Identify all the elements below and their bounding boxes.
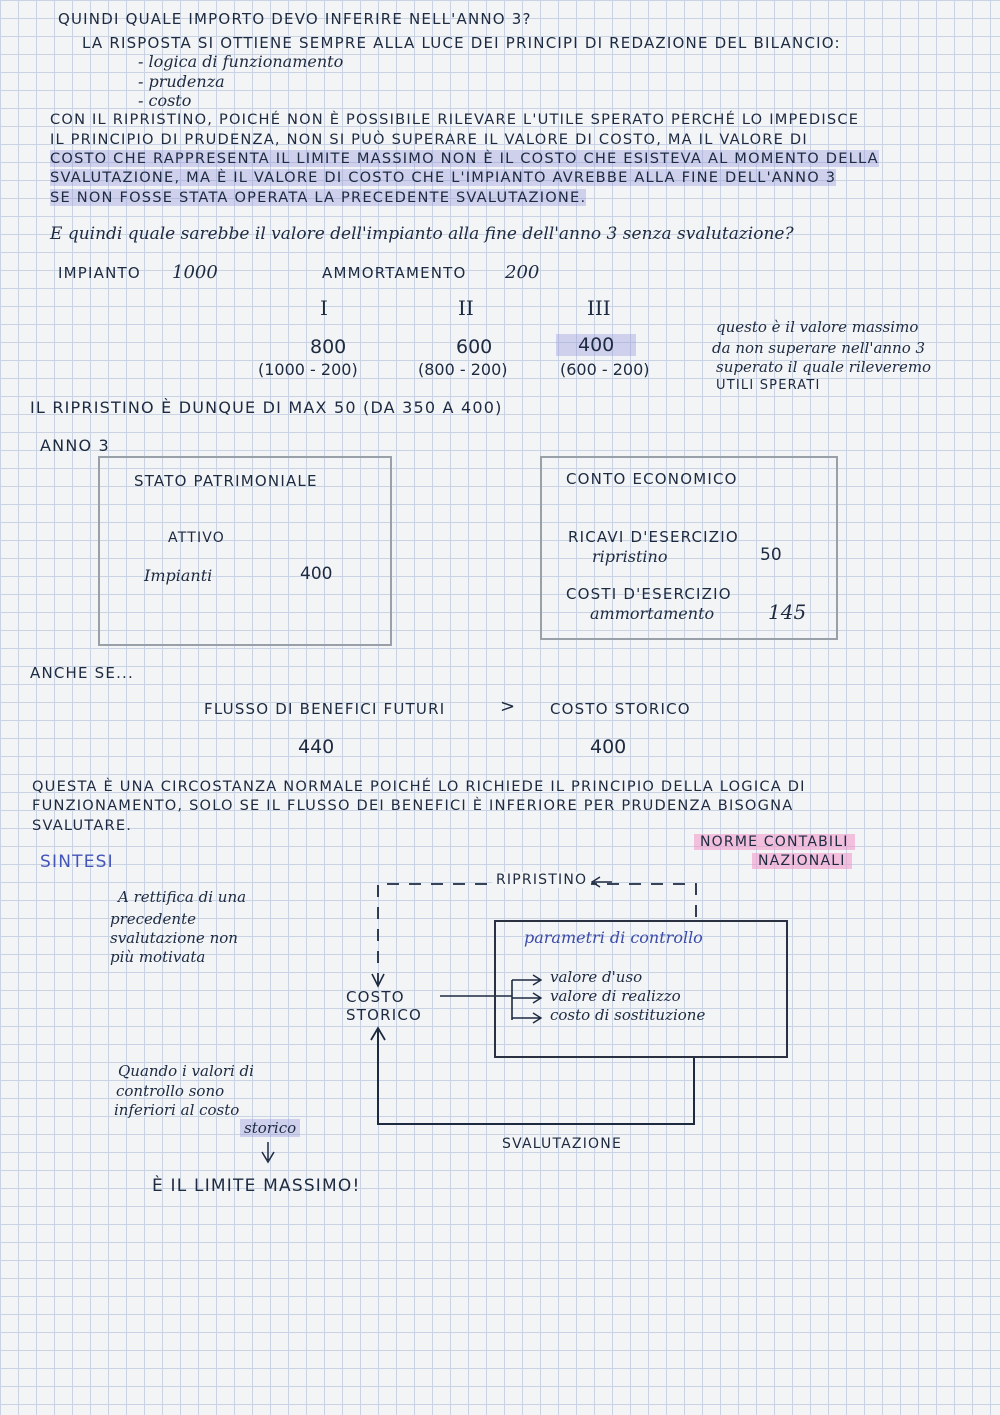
quando-line-4: storico: [240, 1119, 300, 1137]
rettifica-line-3: svalutazione non: [110, 929, 238, 947]
year-3-value: 400: [556, 334, 636, 356]
sp-impianti: Impianti: [144, 566, 213, 585]
ripristino-line: IL RIPRISTINO È DUNQUE DI MAX 50 (DA 350 A 400): [30, 398, 503, 417]
quando-line-3: inferiori al costo: [114, 1101, 240, 1119]
norme-line-2: NAZIONALI: [752, 853, 852, 869]
paragraph2-line-3: SVALUTARE.: [32, 817, 133, 834]
ripristino-label: RIPRISTINO: [492, 872, 591, 888]
year-2-value: 600: [456, 336, 493, 358]
ce-ricavi: RICAVI D'ESERCIZIO: [568, 528, 739, 546]
year-2-calc: (800 - 200): [418, 360, 508, 379]
impianto-value: 1000: [172, 262, 218, 283]
paragraph1-line-4: SVALUTAZIONE, MA È IL VALORE DI COSTO CHE L'IMPIANTO AVREBBE ALLA FINE DELL'ANNO 3: [50, 169, 837, 186]
question-2: E quindi quale sarebbe il valore dell'impianto alla fine dell'anno 3 senza svalutazione?: [50, 224, 794, 244]
note-max-3: superato il quale rileveremo: [716, 358, 932, 376]
ce-costi: COSTI D'ESERCIZIO: [566, 585, 732, 603]
sp-title: STATO PATRIMONIALE: [134, 472, 318, 490]
anche-se: ANCHE SE...: [30, 664, 134, 682]
ripristino-label-arrow: [592, 877, 612, 887]
costo-storico-line-2: STORICO: [346, 1006, 423, 1024]
paragraph1-line-3: COSTO CHE RAPPRESENTA IL LIMITE MASSIMO NON È IL COSTO CHE ESISTEVA AL MOMENTO DELLA: [50, 150, 879, 167]
compare-right: COSTO STORICO: [550, 700, 691, 718]
note-max-1: questo è il valore massimo: [716, 318, 919, 336]
sp-attivo: ATTIVO: [168, 530, 226, 546]
ce-title: CONTO ECONOMICO: [566, 470, 738, 488]
norme-line-1: NORME CONTABILI: [694, 834, 855, 850]
costo-storico-line-1: COSTO: [346, 988, 405, 1006]
ammortamento-label: AMMORTAMENTO: [322, 264, 467, 282]
rettifica-line-4: più motivata: [110, 948, 206, 966]
ce-ripristino: ripristino: [592, 547, 668, 566]
compare-left-value: 440: [298, 736, 335, 758]
answer-line: LA RISPOSTA SI OTTIENE SEMPRE ALLA LUCE DEI PRINCIPI DI REDAZIONE DEL BILANCIO:: [82, 34, 841, 52]
principle-2: - prudenza: [138, 72, 225, 91]
compare-symbol: >: [500, 696, 516, 717]
paragraph2-line-2: FUNZIONAMENTO, SOLO SE IL FLUSSO DEI BENEFICI È INFERIORE PER PRUDENZA BISOGNA: [32, 797, 794, 814]
sp-impianti-value: 400: [300, 564, 333, 584]
question-heading: QUINDI QUALE IMPORTO DEVO INFERIRE NELL'ANNO 3?: [58, 10, 532, 28]
year-2-roman: II: [458, 296, 474, 320]
param-title: parametri di controllo: [524, 928, 703, 947]
ce-ripristino-value: 50: [760, 545, 782, 565]
sintesi-title: SINTESI: [40, 852, 114, 872]
principle-1: - logica di funzionamento: [138, 52, 344, 71]
param-1: valore d'uso: [550, 968, 643, 986]
svalutazione-label: SVALUTAZIONE: [502, 1136, 622, 1152]
note-max-4: UTILI SPERATI: [716, 378, 821, 393]
year-1-value: 800: [310, 336, 347, 358]
quando-line-2: controllo sono: [116, 1082, 225, 1100]
ce-ammortamento: ammortamento: [590, 604, 715, 623]
compare-left: FLUSSO DI BENEFICI FUTURI: [204, 700, 446, 718]
paragraph1-line-1: CON IL RIPRISTINO, POICHÉ NON È POSSIBILE RILEVARE L'UTILE SPERATO PERCHÉ LO IMPEDISCE: [50, 111, 860, 128]
impianto-label: IMPIANTO: [58, 264, 141, 282]
year-3-calc: (600 - 200): [560, 360, 650, 379]
paragraph1-line-5: SE NON FOSSE STATA OPERATA LA PRECEDENTE SVALUTAZIONE.: [50, 189, 587, 206]
param-3: costo di sostituzione: [550, 1006, 706, 1024]
paragraph1-line-2: IL PRINCIPIO DI PRUDENZA, NON SI PUÒ SUPERARE IL VALORE DI COSTO, MA IL VALORE DI: [50, 131, 808, 148]
paragraph2-line-1: QUESTA È UNA CIRCOSTANZA NORMALE POICHÉ LO RICHIEDE IL PRINCIPIO DELLA LOGICA DI: [32, 778, 806, 795]
conclusion: È IL LIMITE MASSIMO!: [152, 1176, 361, 1196]
year-1-roman: I: [320, 296, 328, 320]
compare-right-value: 400: [590, 736, 627, 758]
rettifica-line-1: A rettifica di una: [118, 888, 247, 906]
year-3-roman: III: [587, 296, 611, 320]
anno-3-label: ANNO 3: [40, 436, 110, 455]
quando-line-1: Quando i valori di: [118, 1062, 254, 1080]
ammortamento-value: 200: [505, 262, 540, 283]
conclusion-arrow: [262, 1142, 274, 1162]
rettifica-line-2: precedente: [110, 910, 196, 928]
note-max-2: da non superare nell'anno 3: [712, 339, 926, 357]
year-1-calc: (1000 - 200): [258, 360, 358, 379]
ce-ammortamento-value: 145: [768, 600, 807, 624]
param-2: valore di realizzo: [550, 987, 681, 1005]
principle-3: - costo: [138, 91, 192, 110]
